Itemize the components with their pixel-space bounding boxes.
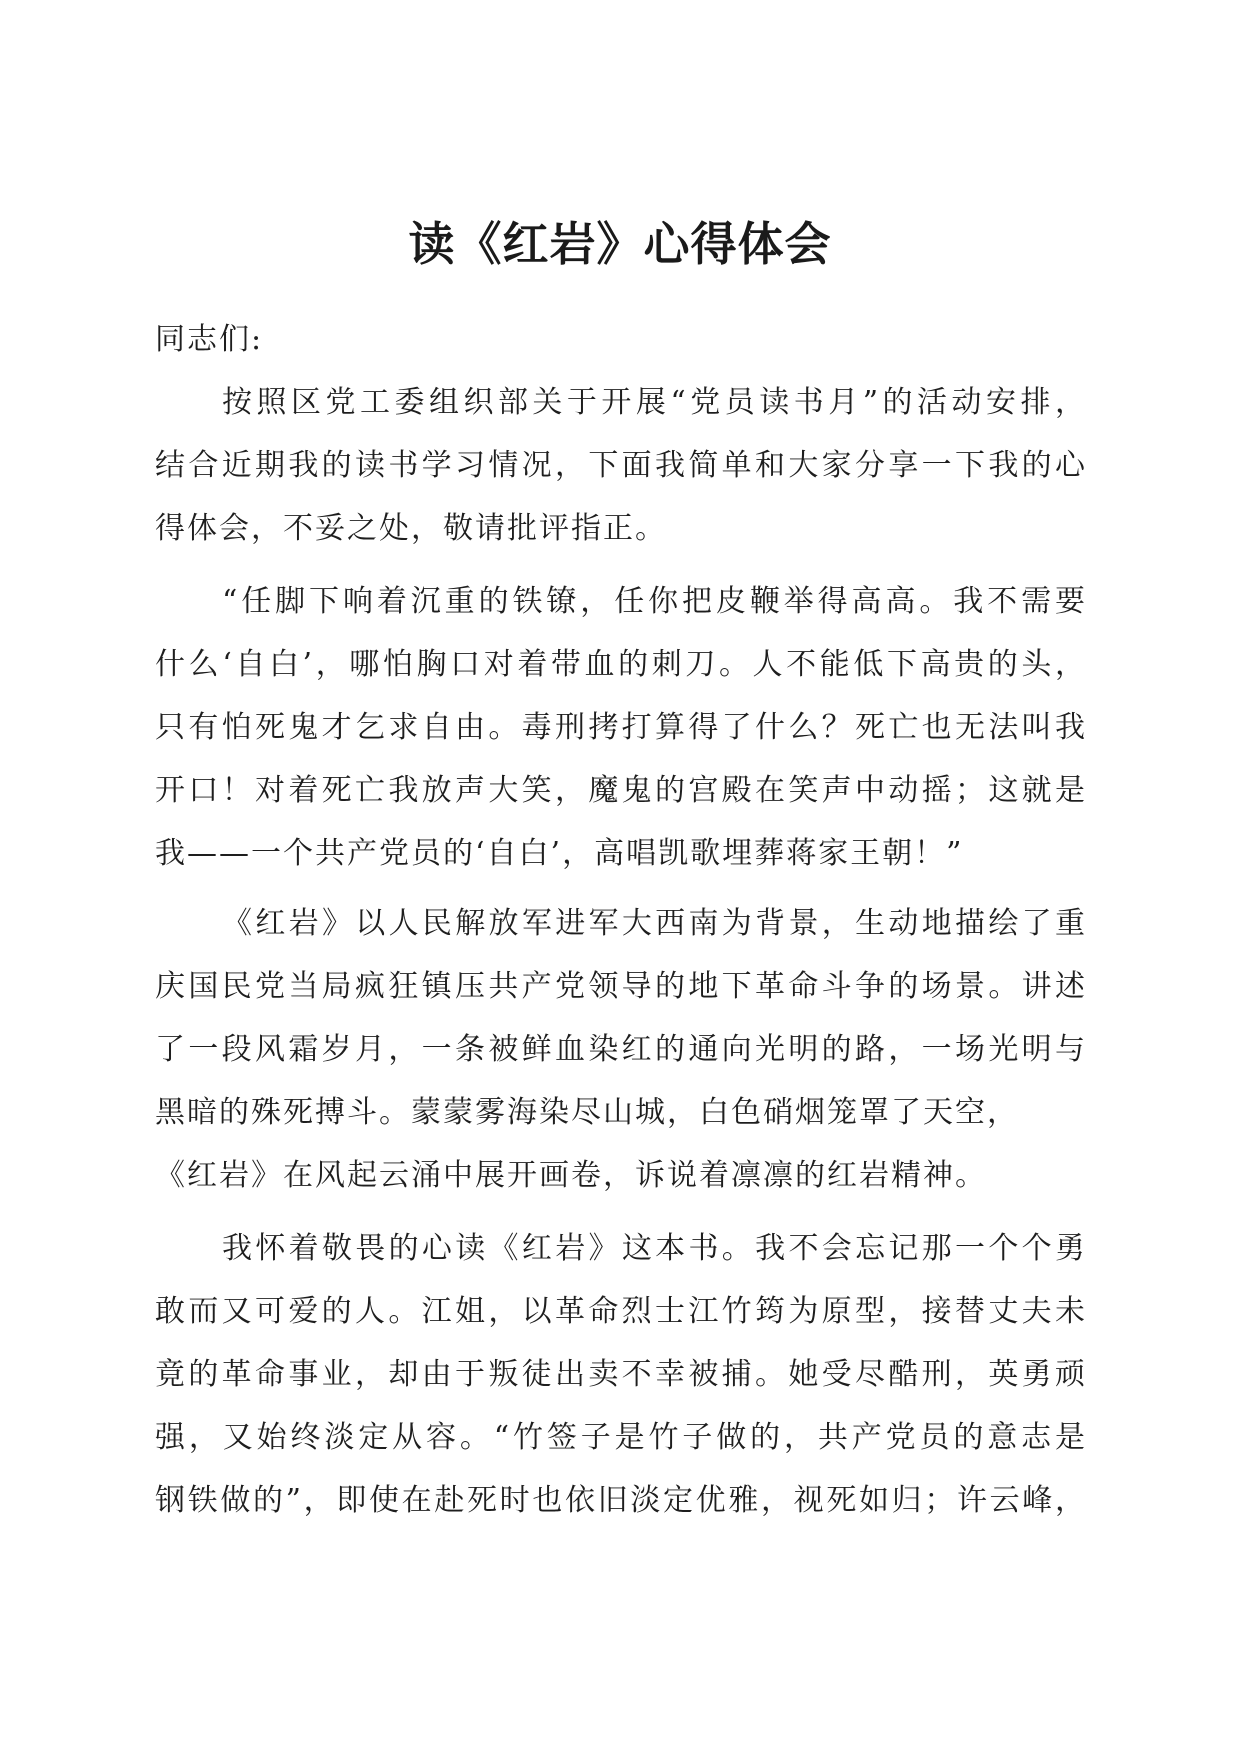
greeting: 同志们: bbox=[155, 322, 264, 357]
paragraph-line: 得体会，不妥之处，敬请批评指正。 bbox=[155, 511, 667, 546]
paragraph-line: 强，又始终淡定从容。“竹签子是竹子做的，共产党员的意志是 bbox=[155, 1420, 1085, 1455]
paragraph-line: 《红岩》以人民解放军进军大西南为背景，生动地描绘了重 bbox=[222, 906, 1085, 941]
paragraph-line: 《红岩》在风起云涌中展开画卷，诉说着凛凛的红岩精神。 bbox=[155, 1158, 987, 1193]
paragraph-line: 钢铁做的”，即使在赴死时也依旧淡定优雅，视死如归；许云峰， bbox=[155, 1483, 1085, 1518]
document-title: 读《红岩》心得体会 bbox=[408, 217, 832, 271]
paragraph-line: 按照区党工委组织部关于开展“党员读书月”的活动安排， bbox=[222, 385, 1085, 420]
paragraph-line: 开口！对着死亡我放声大笑，魔鬼的宫殿在笑声中动摇；这就是 bbox=[155, 773, 1085, 808]
paragraph-line: 黑暗的殊死搏斗。蒙蒙雾海染尽山城，白色硝烟笼罩了天空， bbox=[155, 1095, 1019, 1130]
paragraph-line: 只有怕死鬼才乞求自由。毒刑拷打算得了什么？死亡也无法叫我 bbox=[155, 710, 1085, 745]
paragraph-line: 了一段风霜岁月，一条被鲜血染红的通向光明的路，一场光明与 bbox=[155, 1032, 1085, 1067]
paragraph-line: 庆国民党当局疯狂镇压共产党领导的地下革命斗争的场景。讲述 bbox=[155, 969, 1085, 1004]
paragraph-line: 我——一个共产党员的‘自白’，高唱凯歌埋葬蒋家王朝！” bbox=[155, 836, 964, 871]
paragraph-line: “任脚下响着沉重的铁镣，任你把皮鞭举得高高。我不需要 bbox=[222, 584, 1085, 619]
paragraph-line: 竟的革命事业，却由于叛徒出卖不幸被捕。她受尽酷刑，英勇顽 bbox=[155, 1357, 1085, 1392]
paragraph-line: 什么‘自白’，哪怕胸口对着带血的刺刀。人不能低下高贵的头， bbox=[155, 647, 1085, 682]
paragraph-line: 敢而又可爱的人。江姐，以革命烈士江竹筠为原型，接替丈夫未 bbox=[155, 1294, 1085, 1329]
paragraph-line: 结合近期我的读书学习情况，下面我简单和大家分享一下我的心 bbox=[155, 448, 1085, 483]
paragraph-line: 我怀着敬畏的心读《红岩》这本书。我不会忘记那一个个勇 bbox=[222, 1231, 1085, 1266]
